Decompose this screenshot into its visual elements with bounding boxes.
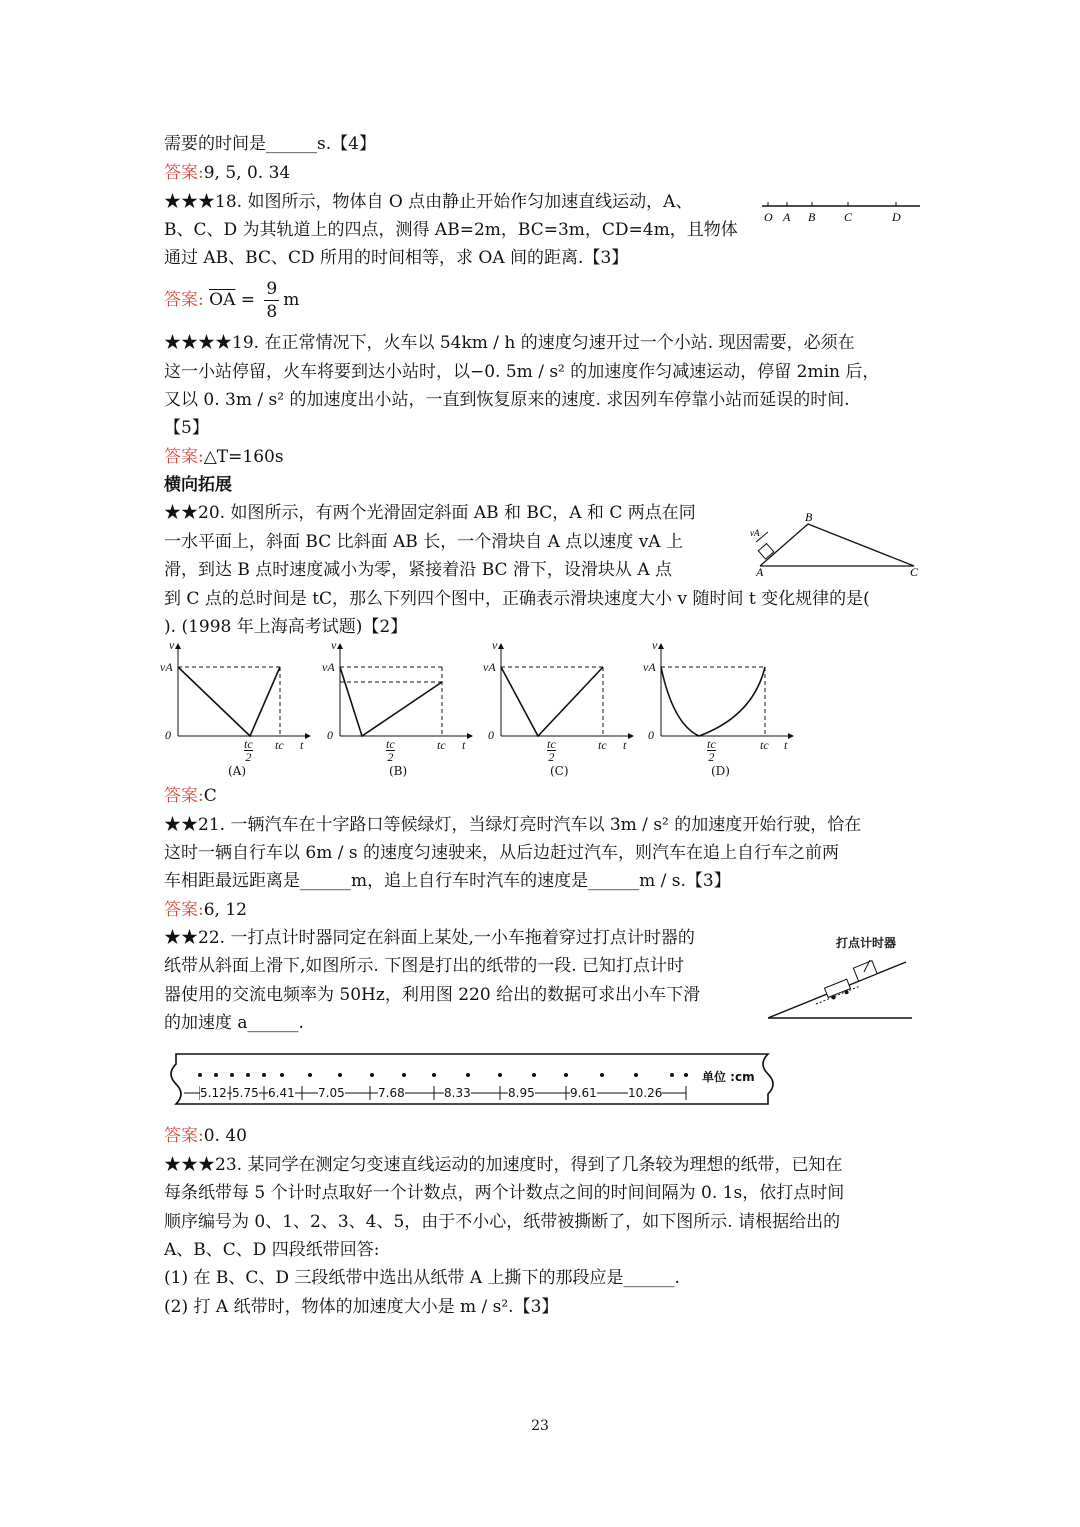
- label-va-d: vA: [643, 660, 656, 674]
- label-tc-a: tc: [275, 738, 284, 752]
- answer-label: 答案:: [164, 1126, 204, 1146]
- label-c: C: [844, 210, 853, 224]
- q20-line5: ). (1998 年上海高考试题)【2】: [164, 617, 408, 637]
- answer-value: C: [203, 786, 217, 806]
- caption-d: (D): [711, 764, 730, 778]
- timer-label: 打点计时器: [836, 936, 897, 950]
- q19-line1: ★★★★19. 在正常情况下，火车以 54km / h 的速度匀速开过一个小站. 现因需要，必须在: [164, 333, 855, 353]
- axis-v-d: v: [652, 638, 658, 652]
- answer-17: [164, 163, 290, 183]
- q19-line2: 这一小站停留，火车将要到达小站时，以−0. 5m / s² 的加速度作匀减速运动，停留 2min 后，: [164, 362, 880, 382]
- seg-6: 8.33: [444, 1086, 471, 1100]
- label-o: O: [764, 210, 773, 224]
- q22-line2: 纸带从斜面上滑下,如图所示. 下图是打出的纸带的一段. 已知打点计时: [164, 956, 685, 976]
- seg-8: 9.61: [570, 1086, 597, 1100]
- denominator: 8: [266, 302, 278, 322]
- half-tc-a: [244, 738, 253, 763]
- answer-value: 0. 40: [203, 1126, 247, 1146]
- half-num: tc: [386, 737, 395, 751]
- label-tc-b: tc: [437, 738, 446, 752]
- axis-t-b: t: [462, 738, 466, 752]
- q23-line5: (1) 在 B、C、D 三段纸带中选出从纸带 A 上撕下的那段应是______.: [164, 1268, 680, 1288]
- answer-22: [164, 1126, 247, 1146]
- label-va-a: vA: [160, 660, 173, 674]
- zero-d: 0: [648, 728, 654, 742]
- incline-figure: [748, 508, 920, 580]
- seg-4: 7.05: [318, 1086, 345, 1100]
- unit: m: [283, 290, 300, 310]
- label-tc-d: tc: [760, 738, 769, 752]
- half-den: 2: [245, 750, 252, 764]
- label-a: A: [756, 565, 764, 579]
- section-title: 横向拓展: [164, 475, 232, 495]
- vt-graph-labels: [160, 636, 810, 784]
- label-va-c: vA: [483, 660, 496, 674]
- q23-line4: A、B、C、D 四段纸带回答:: [164, 1240, 380, 1260]
- label-c: C: [910, 565, 919, 579]
- q19-line4: 【5】: [164, 418, 209, 438]
- seg-7: 8.95: [508, 1086, 535, 1100]
- q19-line3: 又以 0. 3m / s² 的加速度出小站，一直到恢复原来的速度. 求因列车停靠小站而延误的时间.: [164, 390, 850, 410]
- half-num: tc: [547, 737, 556, 751]
- fraction: [264, 278, 279, 323]
- incline-triangle: [760, 524, 914, 566]
- seg-3: 6.41: [268, 1086, 295, 1100]
- seg-9: 10.26: [628, 1086, 663, 1100]
- q21-line2: 这时一辆自行车以 6m / s 的速度匀速驶来，从后边赶过汽车，则汽车在追上自行车之前两: [164, 843, 840, 863]
- seg-5: 7.68: [378, 1086, 405, 1100]
- q20-line3: 滑，到达 B 点时速度减小为零，紧接着沿 BC 滑下，设滑块从 A 点: [164, 560, 673, 580]
- label-b: B: [808, 210, 816, 224]
- half-den: 2: [548, 750, 555, 764]
- axis-v-b: v: [331, 638, 337, 652]
- axis-v-a: v: [169, 638, 175, 652]
- half-tc-c: [547, 738, 556, 763]
- answer-21: [164, 900, 247, 920]
- half-den: 2: [708, 750, 715, 764]
- answer-label: 答案:: [164, 163, 204, 183]
- half-num: tc: [707, 737, 716, 751]
- answer-label: 答案:: [164, 786, 204, 806]
- q23-line6: (2) 打 A 纸带时，物体的加速度大小是 m / s².【3】: [164, 1297, 559, 1317]
- answer-value: △T=160s: [203, 447, 284, 467]
- q23-line2: 每条纸带每 5 个计时点取好一个计数点，两个计数点之间的时间间隔为 0. 1s，依打点时间: [164, 1183, 845, 1203]
- q18-line3: 通过 AB、BC、CD 所用的时间相等，求 OA 间的距离.【3】: [164, 248, 629, 268]
- cart: [824, 979, 851, 1001]
- axis-t-c: t: [623, 738, 627, 752]
- zero-b: 0: [327, 728, 333, 742]
- track-figure: [762, 194, 922, 228]
- answer-value: 9, 5, 0. 34: [203, 163, 291, 183]
- q18-line2: B、C、D 为其轨道上的四点，测得 AB=2m，BC=3m，CD=4m，且物体: [164, 220, 738, 240]
- caption-b: (B): [389, 764, 408, 778]
- answer-value: 6, 12: [203, 900, 247, 920]
- tape-labels: [162, 1048, 784, 1112]
- axis-t-d: t: [784, 738, 788, 752]
- label-b: B: [805, 510, 813, 524]
- timer-incline-figure: [766, 950, 916, 1024]
- answer-18: [164, 276, 299, 324]
- q23-line1: ★★★23. 某同学在测定匀变速直线运动的加速度时，得到了几条较为理想的纸带，已知在: [164, 1155, 843, 1175]
- tape-unit: 单位 :cm: [702, 1070, 755, 1084]
- answer-20: [164, 786, 217, 806]
- axis-v-c: v: [492, 638, 498, 652]
- q18-line1: ★★★18. 如图所示，物体自 O 点由静止开始作匀加速直线运动，A、: [164, 192, 693, 212]
- caption-a: (A): [228, 764, 247, 778]
- timer-device: [853, 961, 877, 981]
- q22-line4: 的加速度 a______.: [164, 1013, 304, 1033]
- half-tc-d: [707, 738, 716, 763]
- page-number: 23: [531, 1418, 549, 1434]
- caption-c: (C): [550, 764, 569, 778]
- label-tc-c: tc: [598, 738, 607, 752]
- half-den: 2: [387, 750, 394, 764]
- q21-line1: ★★21. 一辆汽车在十字路口等候绿灯，当绿灯亮时汽车以 3m / s² 的加速度开始行驶，恰在: [164, 815, 862, 835]
- zero-c: 0: [488, 728, 494, 742]
- answer-label: 答案:: [164, 447, 204, 467]
- q22-line1: ★★22. 一打点计时器同定在斜面上某处,一小车拖着穿过打点计时器的: [164, 928, 695, 948]
- label-va-b: vA: [322, 660, 335, 674]
- half-tc-b: [386, 738, 395, 763]
- q17-tail: 需要的时间是______s.【4】: [164, 134, 376, 154]
- q23-line3: 顺序编号为 0、1、2、3、4、5，由于不小心，纸带被撕断了，如下图所示. 请根据给出的: [164, 1212, 841, 1232]
- answer-label: 答案:: [164, 900, 204, 920]
- segment-oa: $\overline{OA}$: [209, 290, 236, 310]
- zero-a: 0: [165, 728, 171, 742]
- seg-2: 5.75: [232, 1086, 259, 1100]
- axis-t-a: t: [300, 738, 304, 752]
- label-a: A: [783, 210, 791, 224]
- answer-19: [164, 447, 284, 467]
- answer-label: 答案:: [164, 290, 204, 310]
- numerator: 9: [266, 279, 278, 299]
- q21-line3: 车相距最远距离是______m，追上自行车时汽车的速度是______m / s.【3】: [164, 871, 731, 891]
- equals-sign: =: [240, 290, 256, 310]
- q20-line4: 到 C 点的总时间是 tC，那么下列四个图中，正确表示滑块速度大小 v 随时间 t 变化规律的是(: [164, 589, 870, 609]
- seg-1: 5.12: [200, 1086, 227, 1100]
- q22-line3: 器使用的交流电频率为 50Hz，利用图 220 给出的数据可求出小车下滑: [164, 985, 701, 1005]
- half-num: tc: [244, 737, 253, 751]
- label-d: D: [892, 210, 901, 224]
- q20-line1: ★★20. 如图所示，有两个光滑固定斜面 AB 和 BC，A 和 C 两点在同: [164, 503, 696, 523]
- q20-line2: 一水平面上，斜面 BC 比斜面 AB 长，一个滑块自 A 点以速度 vA 上: [164, 532, 683, 552]
- label-va: vA: [750, 528, 760, 538]
